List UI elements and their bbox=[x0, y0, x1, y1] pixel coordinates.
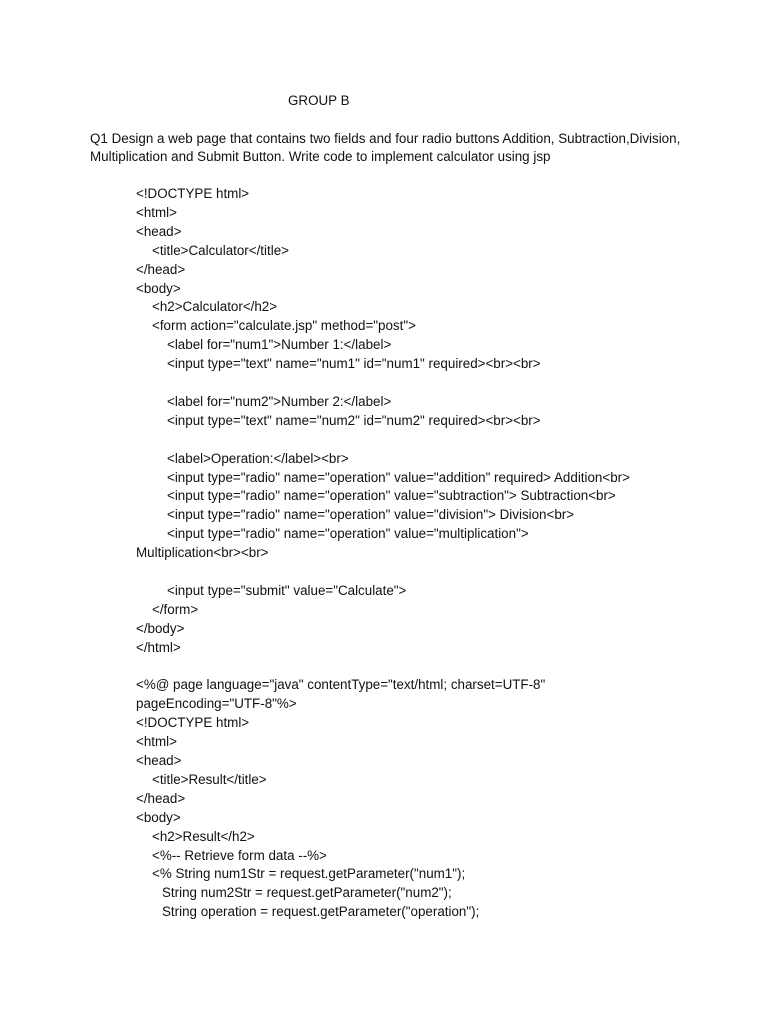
code-line: <input type="text" name="num2" id="num2" required><br><br> bbox=[167, 412, 541, 428]
code-line: </body> bbox=[136, 620, 185, 636]
code-line: <form action="calculate.jsp" method="post"> bbox=[152, 318, 416, 334]
code-line: <title>Result</title> bbox=[152, 771, 267, 787]
code-line: </head> bbox=[136, 261, 186, 277]
code-line: <body> bbox=[136, 280, 181, 296]
code-line: <% String num1Str = request.getParameter("num1"); bbox=[152, 866, 466, 882]
code-line: String num2Str = request.getParameter("num2"); bbox=[162, 885, 452, 901]
code-line: <!DOCTYPE html> bbox=[136, 715, 250, 731]
code-line: <head> bbox=[136, 753, 182, 768]
code-line: Multiplication<br><br> bbox=[136, 545, 269, 561]
code-line: <input type="submit" value="Calculate"> bbox=[167, 582, 407, 598]
code-line: <input type="radio" name="operation" value="addition" required> Addition<br> bbox=[167, 469, 630, 485]
code-line: String operation = request.getParameter("operation"); bbox=[162, 904, 480, 920]
code-line: </html> bbox=[136, 639, 181, 655]
code-line: <label for="num1">Number 1:</label> bbox=[167, 337, 392, 353]
code-line: <title>Calculator</title> bbox=[152, 242, 289, 258]
code-line: <input type="radio" name="operation" value="subtraction"> Subtraction<br> bbox=[167, 488, 616, 504]
code-line: <input type="text" name="num1" id="num1" required><br><br> bbox=[167, 356, 541, 372]
code-line: pageEncoding="UTF-8"%> bbox=[136, 696, 297, 712]
code-line: <%-- Retrieve form data --%> bbox=[152, 847, 327, 863]
code-line: <label>Operation:</label><br> bbox=[167, 450, 349, 466]
code-line: </head> bbox=[136, 790, 186, 806]
code-line: <head> bbox=[136, 223, 182, 239]
code-line: </form> bbox=[152, 601, 199, 617]
code-line: <body> bbox=[136, 809, 181, 825]
code-line: <input type="radio" name="operation" value="division"> Division<br> bbox=[167, 507, 575, 523]
question-text: Q1 Design a web page that contains two fields and four radio buttons Addition, Subtraction,Division, Multiplication and Submit Button. Write code to implement calculator using jsp bbox=[90, 131, 681, 164]
code-line: <input type="radio" name="operation" value="multiplication"> bbox=[167, 526, 529, 542]
code-line: <%@ page language="java" contentType="text/html; charset=UTF-8" bbox=[136, 677, 546, 693]
code-line: <!DOCTYPE html> bbox=[136, 186, 250, 201]
page-heading: GROUP B bbox=[288, 93, 350, 108]
code-line: <h2>Calculator</h2> bbox=[152, 299, 278, 315]
code-line: <html> bbox=[136, 734, 177, 750]
code-line: <label for="num2">Number 2:</label> bbox=[167, 393, 392, 409]
code-line: <h2>Result</h2> bbox=[152, 828, 255, 844]
code-line: <html> bbox=[136, 204, 177, 220]
